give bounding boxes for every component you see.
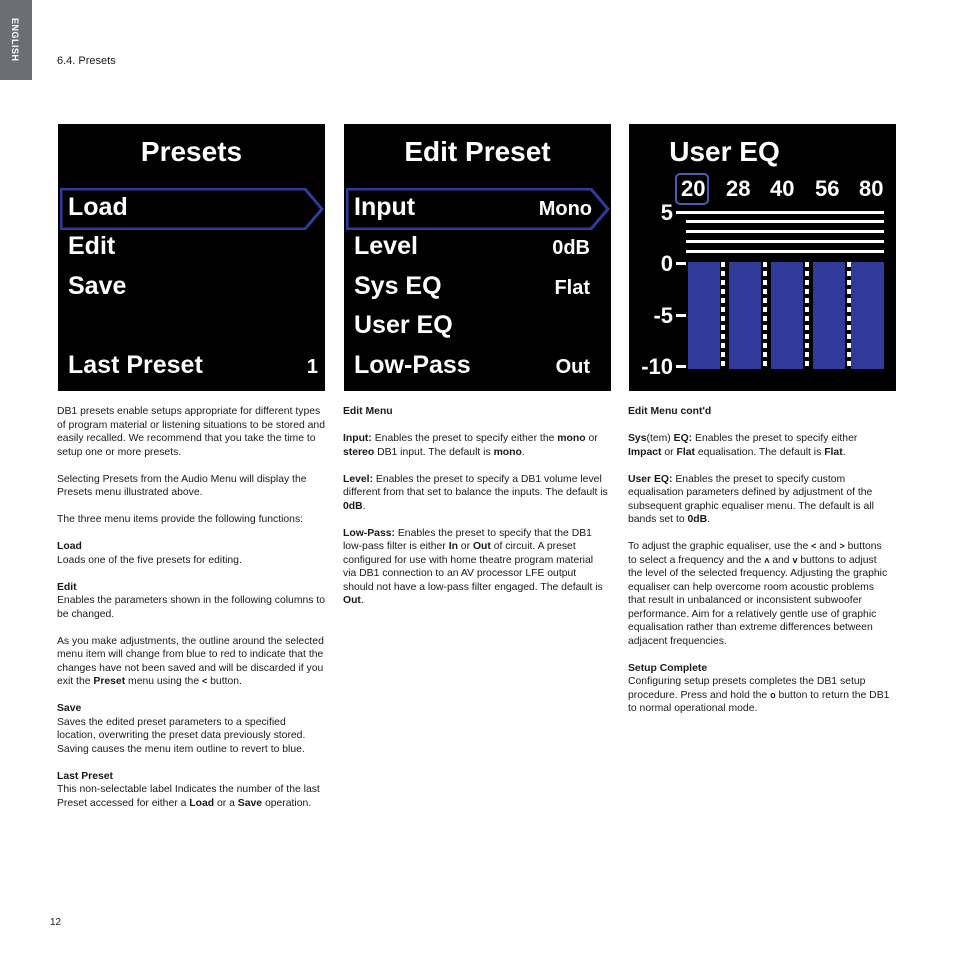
menu-item-value: 0dB [552, 237, 590, 259]
left-arrow-icon: < [202, 676, 208, 686]
eq-gridline [686, 240, 884, 243]
bold-text: Input: [343, 433, 372, 444]
eq-band-bar [771, 262, 803, 369]
level-tick [676, 314, 686, 317]
menu-item-sys-eq[interactable] [354, 267, 604, 307]
body-text: Enables the preset to specify custom equalisation parameters defined by adjustment of the subsequent graphic equaliser menu. The default is all bands set to [628, 473, 874, 525]
setup-complete-description [628, 662, 892, 716]
menu-item-label: User EQ [354, 311, 453, 339]
frequency-label[interactable]: 40 [770, 176, 795, 201]
menu-item-value: Mono [538, 198, 592, 220]
column-heading [628, 405, 892, 419]
eq-gridline [686, 211, 884, 214]
level-label: 5 [660, 200, 673, 225]
column-heading [343, 405, 608, 419]
eq-gridline [686, 230, 884, 233]
bold-text: Out [343, 595, 361, 606]
body-text: or [585, 433, 598, 444]
heading: Edit Menu cont'd [628, 406, 712, 417]
body-text: As you make adjustments, the outline around the selected menu item will change from blue to red to indicate that the changes have not been saved and will be discarded if you exit the [57, 635, 324, 687]
heading: Load [57, 541, 82, 552]
body-text: and [769, 554, 793, 566]
heading: Edit Menu [343, 406, 393, 417]
circle-button-icon: o [770, 689, 776, 700]
edit-preset-screen [344, 124, 611, 391]
column-edit-menu [343, 405, 608, 621]
user-eq-title: User EQ [669, 136, 780, 167]
bold-text: Flat [824, 446, 843, 458]
level-label: -5 [653, 303, 673, 328]
body-text: . [521, 446, 525, 458]
column-edit-menu-contd [628, 405, 892, 729]
bold-text: Preset [93, 676, 126, 687]
band-divider [721, 262, 725, 369]
bold-text: Out [472, 541, 491, 552]
body-text: This non-selectable label Indicates the number of the last Preset accessed for either a [57, 784, 320, 809]
bold-text: mono [557, 433, 586, 444]
body-text: equalisation. The default is [695, 446, 825, 458]
last-preset-description [57, 770, 327, 811]
body-text: menu using the [125, 676, 202, 687]
level-tick [676, 211, 686, 214]
save-description [57, 702, 327, 756]
column-presets [57, 405, 327, 824]
band-divider [763, 262, 767, 369]
bold-text: Load [189, 797, 215, 809]
eq-gridline [686, 220, 884, 223]
menu-item-label: Edit [68, 232, 116, 260]
heading: Save [57, 703, 82, 714]
menu-item-label: Input [354, 193, 416, 221]
heading: Last Preset [57, 770, 114, 782]
language-tab [0, 0, 32, 80]
menu-item-low-pass[interactable] [354, 346, 604, 386]
last-preset-value: 1 [306, 356, 318, 378]
menu-item-load[interactable] [68, 188, 318, 228]
user-eq-screen [629, 124, 896, 391]
bold-text: User EQ: [628, 473, 673, 485]
adjust-eq-paragraph [628, 540, 892, 648]
input-description [343, 432, 608, 459]
sys-eq-description [628, 432, 892, 459]
bold-text: Save [237, 797, 263, 809]
menu-item-save[interactable] [68, 267, 318, 307]
body-text: Enables the preset to specify a DB1 volume level different from that set to balance the inputs. The default is [343, 473, 608, 498]
bold-text: EQ: [673, 433, 693, 444]
language-label: ENGLISH [10, 18, 20, 62]
edit-preset-title: Edit Preset [404, 136, 551, 167]
menu-item-label: Level [354, 232, 418, 260]
left-arrow-icon: < [811, 541, 817, 551]
body-text: . [707, 514, 711, 525]
menu-item-value: Flat [554, 277, 590, 299]
bold-text: In [448, 541, 458, 552]
body-text: . [842, 446, 846, 458]
bold-text: Flat [676, 446, 695, 458]
body-text: button. [207, 676, 242, 687]
menu-item-label: Sys EQ [354, 272, 442, 300]
body-text: buttons to adjust the level of the selected frequency. Adjusting the graphic equaliser can help overcome room acoustic problems that result in unbalanced or inconsistent subwoofer performance. Aim for a relatively gentle use of graphic equalisation rather than extreme differences between adjacent frequencies. [628, 554, 888, 647]
user-eq-description [628, 473, 892, 527]
heading: Edit [57, 581, 77, 593]
menu-item-input[interactable] [354, 188, 604, 228]
menu-item-value: Out [555, 356, 590, 378]
body-text: operation. [262, 797, 312, 809]
bold-text: 0dB [343, 500, 363, 512]
body-text: Enables the preset to specify either the [371, 433, 558, 444]
bold-text: 0dB [687, 514, 708, 525]
bold-text: Low-Pass: [343, 527, 395, 539]
down-arrow-icon: v [792, 554, 798, 565]
level-label: 0 [660, 251, 673, 276]
body-text: Configuring setup presets completes the DB1 setup procedure. Press and hold the [628, 676, 866, 701]
paragraph: The three menu items provide the following functions: [57, 514, 304, 525]
body-text: or a [214, 797, 238, 809]
load-description [57, 540, 327, 567]
body-text: Enables the preset to specify either [692, 433, 858, 444]
bold-text: Level: [343, 473, 374, 485]
menu-item-label: Save [68, 272, 127, 300]
page-number: 12 [50, 917, 62, 928]
menu-item-label: Last Preset [68, 351, 203, 379]
level-tick [676, 365, 686, 368]
frequency-label[interactable]: 28 [726, 176, 751, 201]
body-text: or [457, 541, 473, 552]
menu-item-label: Load [68, 193, 128, 221]
body-text: Enables the preset to specify that the DB1 low-pass filter is either [343, 527, 592, 552]
body-text: and [816, 541, 840, 552]
body-text: Loads one of the five presets for editing. [57, 554, 242, 566]
paragraph: Selecting Presets from the Audio Menu will display the Presets menu illustrated above. [57, 473, 307, 498]
body-text: To adjust the graphic equaliser, use the [628, 541, 812, 552]
body-text: (tem) [646, 433, 674, 444]
level-tick [676, 262, 686, 265]
bold-text: stereo [343, 446, 375, 458]
right-arrow-icon: > [839, 541, 845, 551]
menu-item-edit[interactable] [68, 227, 318, 267]
menu-item-label: Low-Pass [354, 351, 471, 379]
body-text: . [362, 500, 366, 512]
eq-gridline [686, 250, 884, 253]
band-divider [847, 262, 851, 369]
eq-band-bar [729, 262, 761, 369]
body-text: . [360, 595, 364, 606]
presets-title: Presets [140, 136, 243, 167]
eq-band-bar [813, 262, 845, 369]
presets-screen [58, 124, 325, 391]
frequency-label[interactable]: 80 [859, 176, 884, 201]
intro-paragraph: DB1 presets enable setups appropriate for different types of program material or listening situations to be stored and easily recalled. We recommend that you take the time to setup one or more presets. [57, 406, 325, 458]
body-text: Enables the parameters shown in the following columns to be changed. [57, 595, 325, 620]
edit-description [57, 581, 327, 622]
frequency-label[interactable]: 56 [815, 176, 840, 201]
low-pass-description [343, 527, 608, 608]
level-label: -10 [641, 354, 673, 379]
adjust-paragraph [57, 635, 327, 689]
eq-band-bar [851, 262, 884, 369]
level-description [343, 473, 608, 514]
body-text: DB1 input. The default is [374, 446, 494, 458]
menu-item-last-preset [68, 346, 318, 386]
menu-item-user-eq[interactable] [354, 306, 604, 346]
body-text: or [661, 446, 677, 458]
menu-item-level[interactable] [354, 227, 604, 267]
band-divider [805, 262, 809, 369]
frequency-label[interactable]: 20 [681, 176, 706, 201]
body-text: of circuit. A preset configured for use with home theatre program material via DB1 connection to an AV processor LFE output should not have a low-pass filter engaged. The default is [343, 541, 603, 593]
bold-text: Sys [628, 433, 647, 444]
heading: Setup Complete [628, 662, 708, 674]
section-title: 6.4. Presets [57, 55, 116, 67]
body-text: buttons to select a frequency and the [628, 541, 882, 566]
body-text: Saves the edited preset parameters to a specified location, overwriting the preset data previously stored. Saving causes the menu item outline to revert to blue. [57, 716, 306, 755]
body-text: button to return the DB1 to normal operational mode. [628, 689, 890, 714]
up-arrow-icon: ʌ [764, 554, 770, 565]
bold-text: mono [493, 446, 522, 458]
bold-text: Impact [628, 446, 662, 458]
eq-band-bar [688, 262, 720, 369]
